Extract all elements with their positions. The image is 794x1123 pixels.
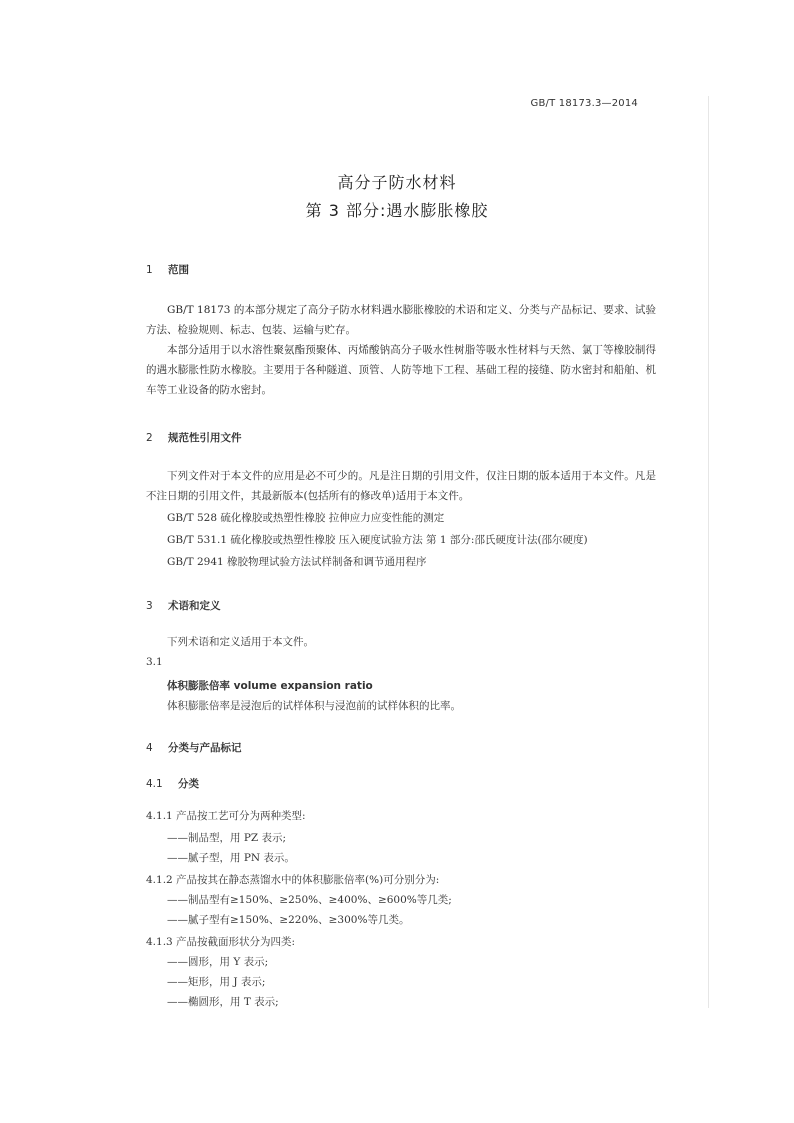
section-3-heading: 3 术语和定义 [146, 600, 221, 612]
section-1-heading: 1 范围 [146, 264, 189, 276]
section-1-paragraph: GB/T 18173 的本部分规定了高分子防水材料遇水膨胀橡胶的术语和定义、分类与产品标记、要求、试验方法、检验规则、标志、包装、运输与贮存。 [146, 304, 656, 336]
page-edge-divider [708, 96, 709, 1008]
list-item: ——腻子型有≥150%、≥220%、≥300%等几类。 [167, 914, 410, 926]
clause-4-1-2: 4.1.2 产品按其在静态蒸馏水中的体积膨胀倍率(%)可分别分为: [146, 874, 440, 886]
section-1-body [146, 300, 656, 400]
list-item: ——椭圆形，用 T 表示; [167, 996, 279, 1008]
section-2-heading: 2 规范性引用文件 [146, 432, 242, 444]
document-subtitle: 第 3 部分:遇水膨胀橡胶 [305, 201, 489, 220]
document-title: 高分子防水材料 [337, 173, 457, 192]
section-1-paragraph: 本部分适用于以水溶性聚氨酯预聚体、丙烯酸钠高分子吸水性树脂等吸水性材料与天然、氯丁等橡胶制得的遇水膨胀性防水橡胶。主要用于各种隧道、顶管、人防等地下工程、基础工程的接缝、防水密封和船舶、机车等工业设备的防水密封。 [146, 344, 656, 396]
list-item: ——腻子型，用 PN 表示。 [167, 852, 295, 864]
section-4-heading: 4 分类与产品标记 [146, 742, 242, 754]
term-number: 3.1 [146, 656, 163, 668]
clause-4-1-1: 4.1.1 产品按工艺可分为两种类型: [146, 810, 306, 822]
reference-item: GB/T 528 硫化橡胶或热塑性橡胶 拉伸应力应变性能的测定 [167, 512, 445, 524]
list-item: ——矩形，用 J 表示; [167, 976, 266, 988]
list-item: ——制品型有≥150%、≥250%、≥400%、≥600%等几类; [167, 894, 452, 906]
reference-item: GB/T 2941 橡胶物理试验方法试样制备和调节通用程序 [167, 556, 427, 568]
reference-item: GB/T 531.1 硫化橡胶或热塑性橡胶 压入硬度试验方法 第 1 部分:邵氏硬度计法(邵尔硬度) [167, 534, 588, 546]
standard-code: GB/T 18173.3—2014 [530, 98, 638, 109]
section-3-intro: 下列术语和定义适用于本文件。 [167, 636, 314, 648]
term-definition: 体积膨胀倍率是浸泡后的试样体积与浸泡前的试样体积的比率。 [167, 700, 461, 712]
section-2-body [146, 466, 656, 506]
list-item: ——制品型，用 PZ 表示; [167, 832, 287, 844]
section-2-paragraph: 下列文件对于本文件的应用是必不可少的。凡是注日期的引用文件，仅注日期的版本适用于本文件。凡是不注日期的引用文件，其最新版本(包括所有的修改单)适用于本文件。 [146, 470, 656, 502]
term-name: 体积膨胀倍率 volume expansion ratio [167, 680, 373, 692]
subsection-4-1-heading: 4.1 分类 [146, 778, 199, 790]
clause-4-1-3: 4.1.3 产品按截面形状分为四类: [146, 936, 296, 948]
list-item: ——圆形，用 Y 表示; [167, 956, 269, 968]
